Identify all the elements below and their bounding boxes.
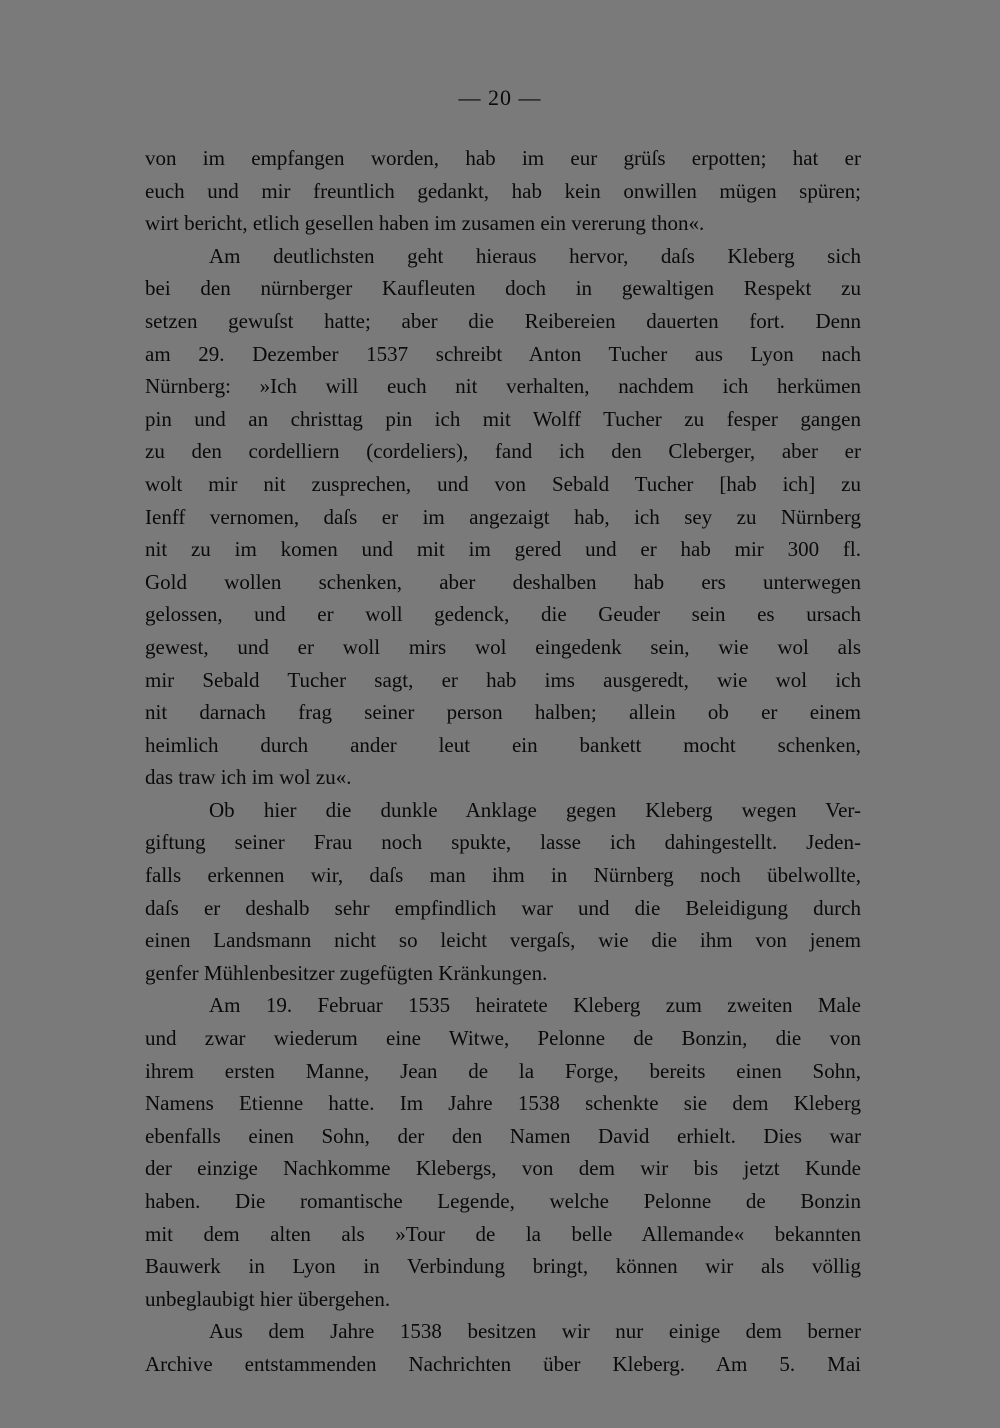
text-line: Gold wollen schenken, aber deshalben hab ers unterwegen xyxy=(145,569,861,594)
text-line: gewest, und er woll mirs wol eingedenk sein, wie wol als xyxy=(145,634,861,659)
text-line: nit zu im komen und mit im gered und er hab mir 300 fl. xyxy=(145,537,861,562)
text-line: genfer Mühlenbesitzer zugefügten Kränkungen. xyxy=(145,960,548,985)
text-line: Namens Etienne hatte. Im Jahre 1538 schenkte sie dem Kleberg xyxy=(145,1091,861,1116)
text-line: mir Sebald Tucher sagt, er hab ims ausgeredt, wie wol ich xyxy=(145,667,861,692)
text-line: Ob hier die dunkle Anklage gegen Kleberg wegen Ver- xyxy=(209,797,861,822)
text-line: am 29. Dezember 1537 schreibt Anton Tucher aus Lyon nach xyxy=(145,341,861,366)
text-line: Ienff vernomen, daſs er im angezaigt hab, ich sey zu Nürnberg xyxy=(145,504,861,529)
text-line: Nürnberg: »Ich will euch nit verhalten, nachdem ich herkümen xyxy=(145,374,861,399)
text-line: falls erkennen wir, daſs man ihm in Nürnberg noch übelwollte, xyxy=(145,863,861,888)
text-line: euch und mir freuntlich gedankt, hab kein onwillen mügen spüren; xyxy=(145,178,861,203)
text-line: das traw ich im wol zu«. xyxy=(145,765,352,790)
text-line: Aus dem Jahre 1538 besitzen wir nur einige dem berner xyxy=(209,1319,861,1344)
text-line: giftung seiner Frau noch spukte, lasse ich dahingestellt. Jeden- xyxy=(145,830,861,855)
text-line: der einzige Nachkomme Klebergs, von dem wir bis jetzt Kunde xyxy=(145,1156,861,1181)
text-line: zu den cordelliern (cordeliers), fand ich den Cleberger, aber er xyxy=(145,439,861,464)
text-line: unbeglaubigt hier übergehen. xyxy=(145,1286,391,1311)
text-line: nit darnach frag seiner person halben; allein ob er einem xyxy=(145,700,861,725)
text-line: Archive entstammenden Nachrichten über Kleberg. Am 5. Mai xyxy=(145,1351,861,1376)
text-line: haben. Die romantische Legende, welche Pelonne de Bonzin xyxy=(145,1189,861,1213)
text-line: von im empfangen worden, hab im eur grüſs erpotten; hat er xyxy=(145,146,861,170)
text-line: Am deutlichsten geht hieraus hervor, daſs Kleberg sich xyxy=(209,243,861,268)
text-line: gelossen, und er woll gedenck, die Geuder sein es ursach xyxy=(145,602,861,627)
text-line: Bauwerk in Lyon in Verbindung bringt, können wir als völlig xyxy=(145,1254,861,1279)
text-line: ebenfalls einen Sohn, der den Namen David erhielt. Dies war xyxy=(145,1123,861,1148)
page-number: — 20 — xyxy=(458,85,542,110)
text-line: wirt bericht, etlich gesellen haben im zusamen ein vererung thon«. xyxy=(145,211,705,236)
text-line: wolt mir nit zusprechen, und von Sebald Tucher [hab ich] zu xyxy=(145,471,861,496)
text-line: setzen gewuſst hatte; aber die Reibereien dauerten fort. Denn xyxy=(145,308,861,333)
text-line: einen Landsmann nicht so leicht vergaſs, wie die ihm von jenem xyxy=(145,928,861,953)
text-line: pin und an christtag pin ich mit Wolff Tucher zu fesper gangen xyxy=(145,406,861,431)
text-line: bei den nürnberger Kaufleuten doch in gewaltigen Respekt zu xyxy=(145,276,861,301)
text-body xyxy=(145,142,861,1381)
text-line: und zwar wiederum eine Witwe, Pelonne de Bonzin, die von xyxy=(145,1026,861,1051)
text-line: ihrem ersten Manne, Jean de la Forge, bereits einen Sohn, xyxy=(145,1058,861,1083)
text-line: daſs er deshalb sehr empfindlich war und die Beleidigung durch xyxy=(145,895,861,920)
text-line: Am 19. Februar 1535 heiratete Kleberg zum zweiten Male xyxy=(209,993,861,1018)
text-line: heimlich durch ander leut ein bankett mocht schenken, xyxy=(145,732,861,757)
text-line: mit dem alten als »Tour de la belle Allemande« bekannten xyxy=(145,1221,861,1246)
